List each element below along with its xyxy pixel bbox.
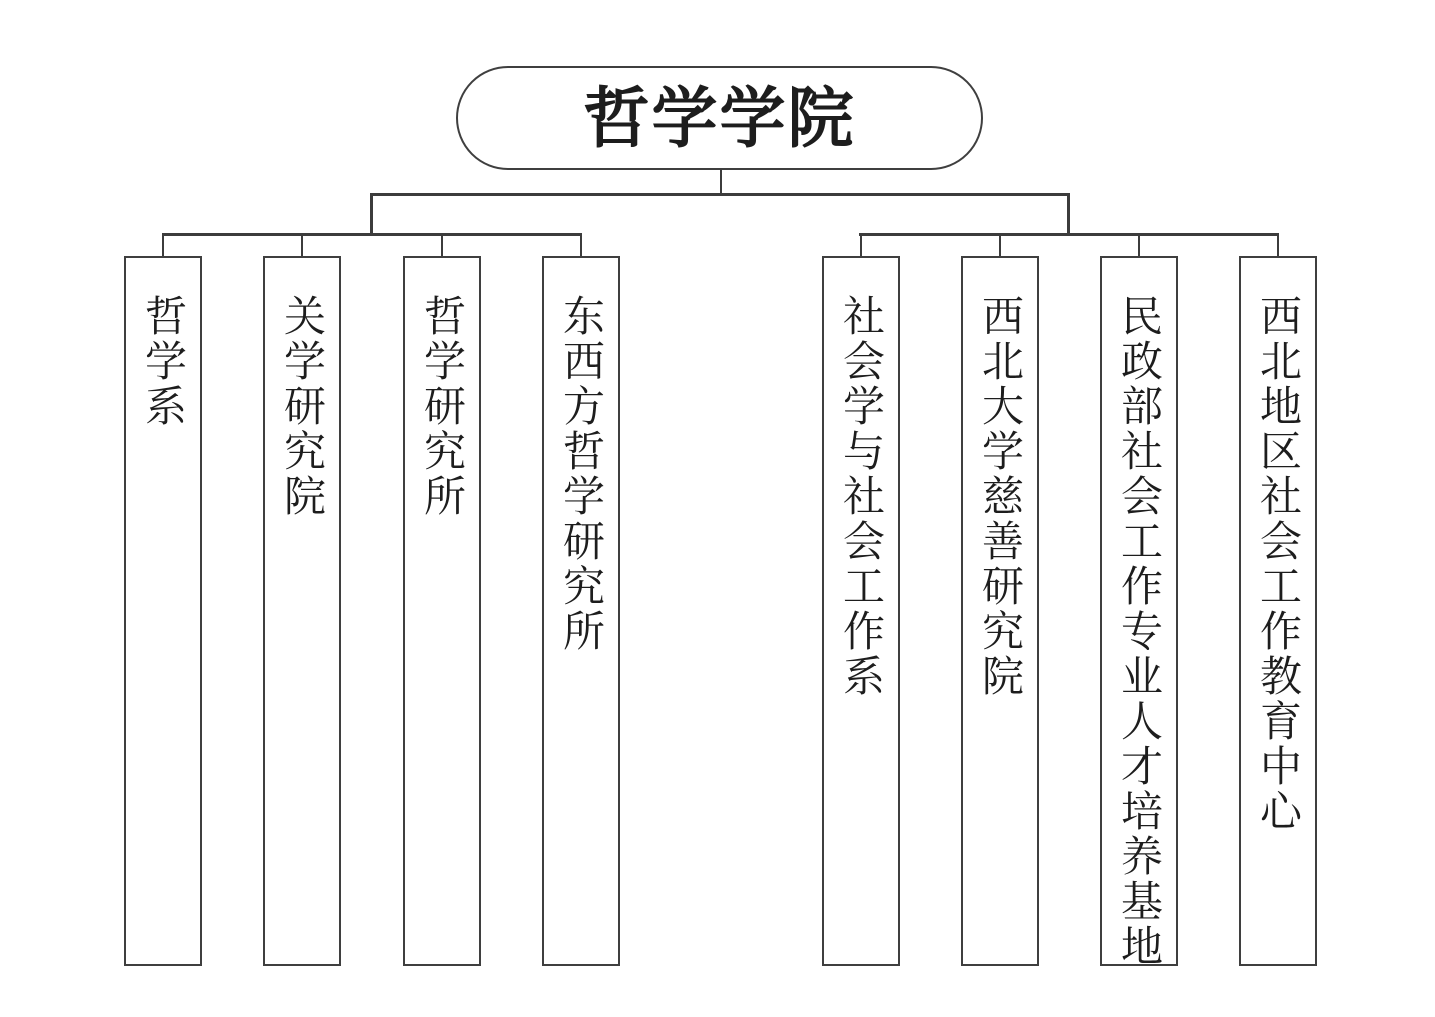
child-node-label: 哲学研究所 <box>419 294 466 519</box>
connector-right-group-drop <box>1067 194 1070 236</box>
connector-child-stem <box>301 234 303 257</box>
child-node-label: 西北地区社会工作教育中心 <box>1255 294 1302 834</box>
child-node-label: 西北大学慈善研究院 <box>977 294 1024 699</box>
child-node-label: 东西方哲学研究所 <box>558 294 605 654</box>
connector-left-group-horizontal <box>162 233 582 236</box>
connector-root-stem <box>720 169 722 196</box>
root-node-label: 哲学学院 <box>583 81 856 155</box>
connector-child-stem <box>1277 234 1279 257</box>
child-node-philosophy-dept <box>124 256 202 966</box>
connector-right-group-horizontal <box>859 233 1279 236</box>
connector-left-group-drop <box>370 194 373 236</box>
child-node-sociology-social-work-dept <box>822 256 900 966</box>
child-node-label: 哲学系 <box>140 294 187 429</box>
child-node-charity-research-institute <box>961 256 1039 966</box>
connector-child-stem <box>580 234 582 257</box>
connector-child-stem <box>162 234 164 257</box>
child-node-philosophy-institute <box>403 256 481 966</box>
connector-child-stem <box>441 234 443 257</box>
child-node-label: 民政部社会工作专业人才培养基地 <box>1116 294 1163 969</box>
connector-child-stem <box>860 234 862 257</box>
child-node-label: 社会学与社会工作系 <box>838 294 885 699</box>
root-node <box>456 66 983 170</box>
child-node-label: 关学研究院 <box>279 294 326 519</box>
child-node-guanxue-institute <box>263 256 341 966</box>
child-node-social-work-talent-training-base <box>1100 256 1178 969</box>
connector-level1-horizontal <box>370 193 1070 196</box>
child-node-social-work-education-center <box>1239 256 1317 966</box>
child-node-east-west-philosophy-institute <box>542 256 620 966</box>
connector-child-stem <box>999 234 1001 257</box>
connector-child-stem <box>1138 234 1140 257</box>
